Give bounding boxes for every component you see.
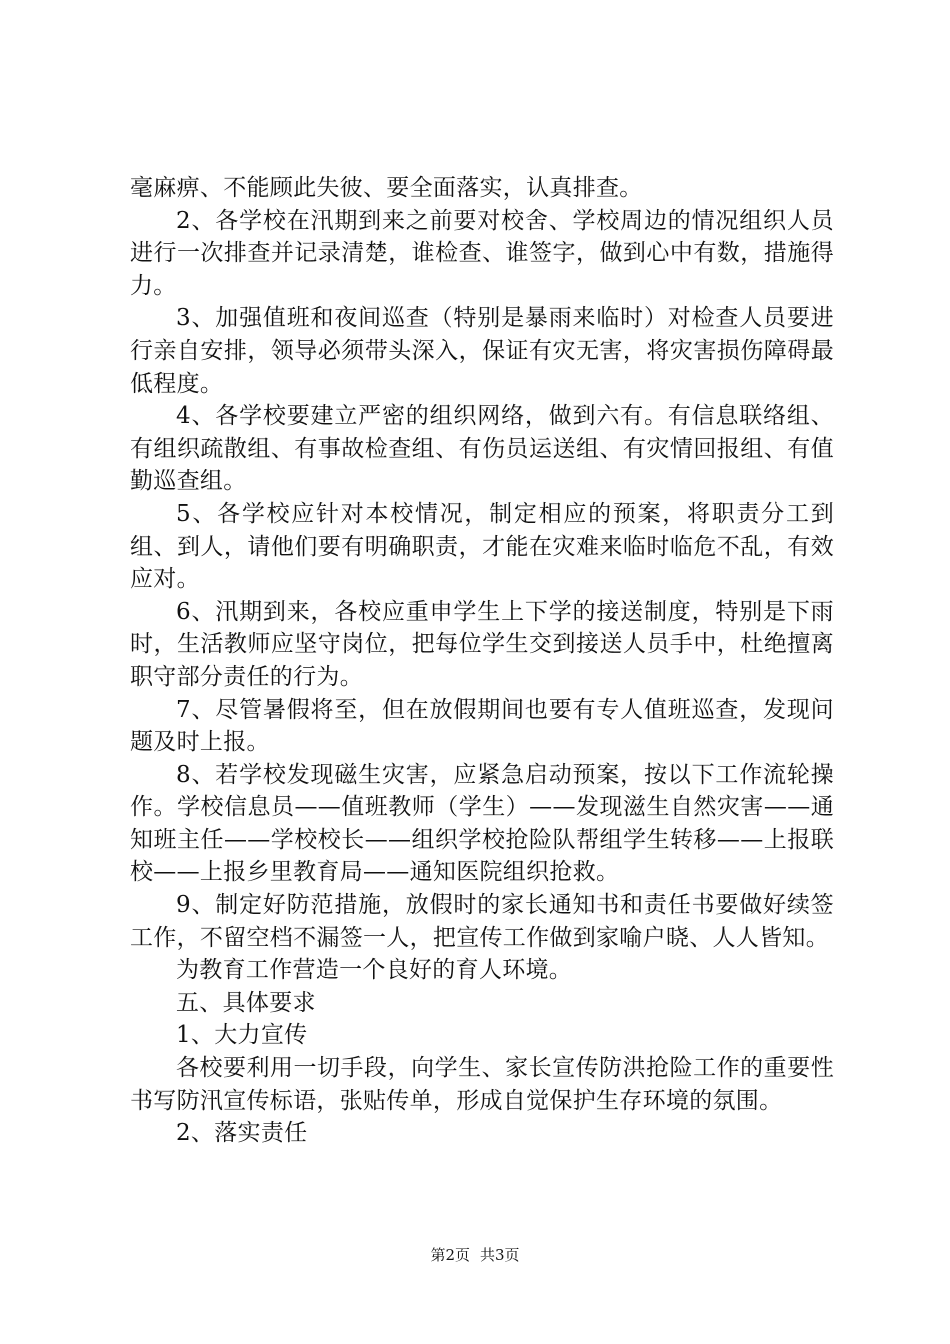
paragraph-item-7: 7、尽管暑假将至，但在放假期间也要有专人值班巡查，发现问题及时上报。 bbox=[130, 696, 834, 756]
paragraph-item-4: 4、各学校要建立严密的组织网络，做到六有。有信息联络组、有组织疏散组、有事故检查组、有伤员运送组、有灾情回报组、有值勤巡查组。 bbox=[130, 403, 834, 495]
paragraph-item-2: 2、各学校在汛期到来之前要对校舍、学校周边的情况组织人员进行一次排查并记录清楚，谁检查、谁签字，做到心中有数，措施得力。 bbox=[130, 207, 834, 299]
paragraph-item-5: 5、各学校应针对本校情况，制定相应的预案，将职责分工到组、到人，请他们要有明确职责，才能在灾难来临时临危不乱，有效应对。 bbox=[130, 500, 834, 593]
paragraph-continuation: 毫麻痹、不能顾此失彼、要全面落实，认真排查。 bbox=[130, 175, 643, 201]
section-heading: 五、具体要求 bbox=[176, 989, 316, 1016]
subsection-heading-1: 1、大力宣传 bbox=[176, 1022, 308, 1049]
page-total: 共3页 bbox=[480, 1246, 520, 1264]
paragraph-summary: 为教育工作营造一个良好的育人环境。 bbox=[176, 957, 573, 984]
page-number: 第2页 bbox=[430, 1246, 470, 1264]
document-body bbox=[130, 172, 834, 1150]
paragraph-item-3: 3、加强值班和夜间巡查（特别是暴雨来临时）对检查人员要进行亲自安排，领导必须带头深入，保证有灾无害，将灾害损伤障碍最低程度。 bbox=[130, 305, 834, 397]
paragraph-item-8: 8、若学校发现磁生灾害，应紧急启动预案，按以下工作流轮操作。学校信息员——值班教师（学生）——发现滋生自然灾害——通知班主任——学校校长——组织学校抢险队帮组学生转移——上报联校——上报乡里教育局——通知医院组织抢救。 bbox=[130, 761, 834, 886]
paragraph-item-9: 9、制定好防范措施，放假时的家长通知书和责任书要做好续签工作，不留空档不漏签一人，把宣传工作做到家喻户晓、人人皆知。 bbox=[130, 892, 834, 951]
subsection-heading-2: 2、落实责任 bbox=[176, 1120, 308, 1147]
paragraph-publicity: 各校要利用一切手段，向学生、家长宣传防洪抢险工作的重要性书写防汛宣传标语，张贴传单，形成自觉保护生存环境的氛围。 bbox=[130, 1055, 834, 1114]
page-footer bbox=[0, 1244, 950, 1265]
paragraph-item-6: 6、汛期到来，各校应重申学生上下学的接送制度，特别是下雨时，生活教师应坚守岗位，把每位学生交到接送人员手中，杜绝擅离职守部分责任的行为。 bbox=[130, 598, 834, 690]
